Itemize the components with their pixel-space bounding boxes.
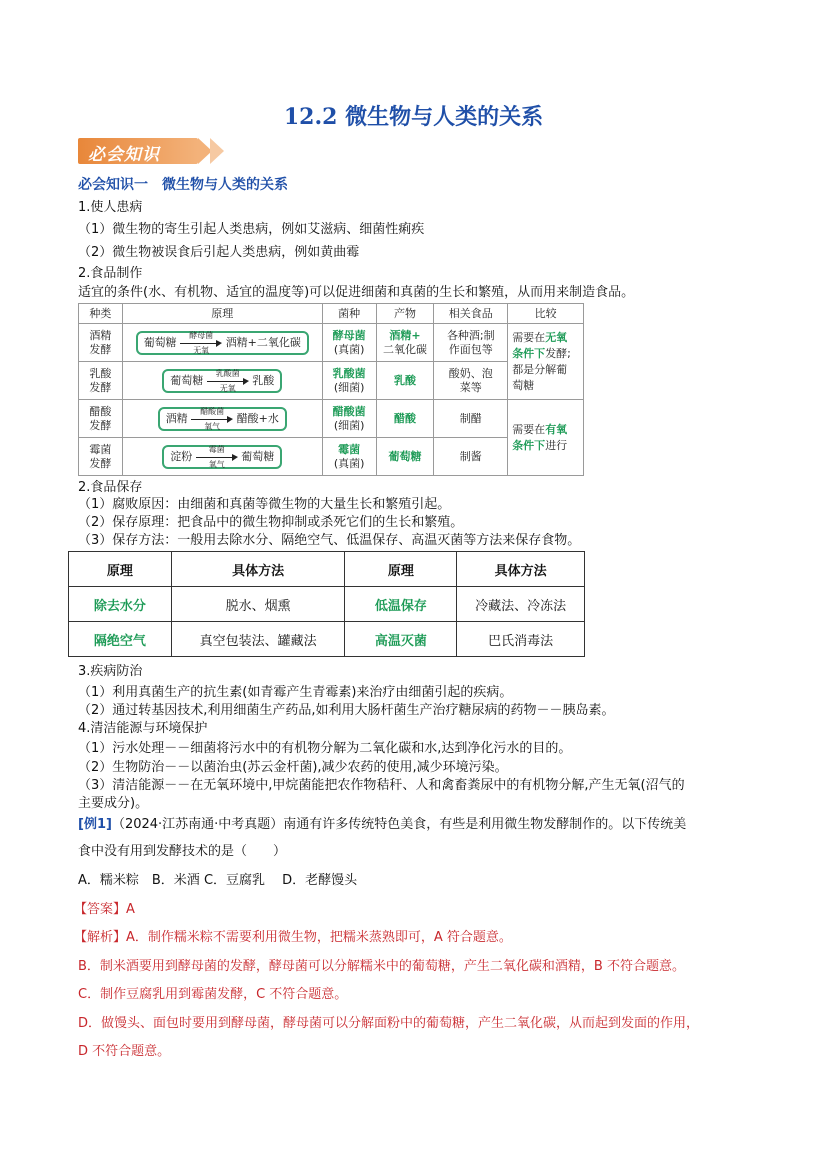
text-line: （3）清洁能源－－在无氧环境中,甲烷菌能把农作物秸秆、人和禽畜粪尿中的有机物分解,产生无氧(沼气的 — [78, 778, 685, 793]
principle-cell: 高温灭菌 — [345, 622, 457, 657]
question-text: 食中没有用到发酵技术的是（ ） — [78, 844, 287, 859]
fermentation-table — [78, 303, 584, 476]
heading-food-preservation: 2.食品保存 — [78, 480, 143, 495]
text-line: （1）微生物的寄生引起人类患病，例如艾滋病、细菌性痢疾 — [78, 222, 425, 237]
principle-cell: 隔绝空气 — [69, 622, 172, 657]
condition-bottom: 无氧 — [193, 345, 210, 355]
analysis-text: B．制米酒要用到酵母菌的发酵，酵母菌可以分解糯米中的葡萄糖，产生二氧化碳和酒精，B 不符合题意。 — [78, 959, 685, 974]
product: 酒精+二氧化碳 — [225, 335, 301, 349]
table-row: 醋酸 发酵 酒精 醋酸菌 氧气 醋酸+水 醋酸菌 (细菌) 醋酸 制醋 需要在有氧 条件下进行 — [79, 400, 584, 438]
header-cell: 菌种 — [322, 304, 376, 324]
reaction-arrow: 乳酸菌 无氧 — [207, 374, 249, 388]
header-cell: 原理 — [122, 304, 322, 324]
cell-text: 酒精 — [89, 328, 112, 342]
example-question — [78, 811, 686, 839]
text-line: （1）利用真菌生产的抗生素(如青霉产生青霉素)来治疗由细菌引起的疾病。 — [78, 685, 513, 700]
analysis-text: C．制作豆腐乳用到霉菌发酵，C 不符合题意。 — [78, 987, 348, 1002]
strain-type: (真菌) — [333, 342, 365, 356]
text-line: （2）保存原理：把食品中的微生物抑制或杀死它们的生长和繁殖。 — [78, 515, 464, 530]
reaction-box: 淀粉 霉菌 氧气 葡萄糖 — [162, 445, 282, 469]
analysis-text: D．做馒头、面包时要用到酵母菌，酵母菌可以分解面粉中的葡萄糖，产生二氧化碳，从而起到发面的作用， — [78, 1016, 700, 1031]
header-cell: 具体方法 — [457, 552, 585, 587]
section-badge — [78, 138, 228, 164]
text-line: （3）保存方法：一般用去除水分、隔绝空气、低温保存、高温灭菌等方法来保存食物。 — [78, 533, 581, 548]
example-tag: [例1] — [78, 817, 112, 832]
preservation-table — [68, 551, 585, 657]
text-line: （2）通过转基因技术,利用细菌生产药品,如利用大肠杆菌生产治疗糖尿病的药物－－胰岛素。 — [78, 703, 615, 718]
question-options: A．糯米粽 B．米酒 C．豆腐乳 D．老酵馒头 — [78, 873, 358, 888]
table-row: 霉菌 发酵 淀粉 霉菌 氧气 葡萄糖 霉菌 (真菌) 葡萄糖 制酱 — [79, 438, 584, 476]
reaction-box — [136, 331, 309, 355]
method-cell: 冷藏法、冷冻法 — [457, 587, 585, 622]
principle-cell: 低温保存 — [345, 587, 457, 622]
reaction-box: 酒精 醋酸菌 氧气 醋酸+水 — [158, 407, 287, 431]
table-row — [79, 324, 584, 362]
method-cell: 脱水、烟熏 — [171, 587, 345, 622]
header-cell: 原理 — [345, 552, 457, 587]
analysis-text: D 不符合题意。 — [78, 1044, 171, 1059]
cell-text: 发酵 — [89, 342, 112, 356]
heading-clean-energy: 4.清洁能源与环境保护 — [78, 721, 208, 736]
heading-food-making: 2.食品制作 — [78, 266, 143, 281]
table-header-row — [79, 304, 584, 324]
header-cell: 比较 — [508, 304, 584, 324]
reaction-arrow — [180, 330, 222, 355]
food-text: 作面包等 — [448, 342, 493, 356]
text-line: （1）腐败原因：由细菌和真菌等微生物的大量生长和繁殖引起。 — [78, 497, 451, 512]
header-cell: 产物 — [376, 304, 434, 324]
text-line: 适宜的条件(水、有机物、适宜的温度等)可以促进细菌和真菌的生长和繁殖，从而用来制造食品。 — [78, 285, 635, 300]
table-row — [69, 622, 585, 657]
header-cell: 相关食品 — [434, 304, 508, 324]
method-cell: 真空包装法、罐藏法 — [171, 622, 345, 657]
badge-label: 必会知识 — [88, 145, 160, 165]
heading-disease: 1.使人患病 — [78, 200, 143, 215]
method-cell: 巴氏消毒法 — [457, 622, 585, 657]
page-title: 12.2 微生物与人类的关系 — [283, 104, 544, 130]
table-row: 乳酸 发酵 葡萄糖 乳酸菌 无氧 乳酸 乳酸菌 (细菌) 乳酸 酸奶、泡 菜等 — [79, 362, 584, 400]
principle-cell: 除去水分 — [69, 587, 172, 622]
food-text: 各种酒;制 — [446, 328, 495, 342]
table-row — [69, 587, 585, 622]
reaction-box: 葡萄糖 乳酸菌 无氧 乳酸 — [162, 369, 282, 393]
compare-cell: 需要在无氧 条件下发酵; 都是分解葡 萄糖 — [508, 324, 584, 400]
text-line: （1）污水处理－－细菌将污水中的有机物分解为二氧化碳和水,达到净化污水的目的。 — [78, 741, 572, 756]
header-cell: 种类 — [79, 304, 123, 324]
table-header-row — [69, 552, 585, 587]
condition-top: 酵母菌 — [189, 330, 214, 340]
text-line: （2）微生物被误食后引起人类患病，例如黄曲霉 — [78, 245, 360, 260]
chevron-right-icon — [210, 138, 224, 164]
strain-name: 酵母菌 — [332, 328, 366, 342]
text-line: 主要成分)。 — [78, 796, 149, 811]
product-name: 酒精+ — [389, 328, 421, 342]
question-text: （2024·江苏南通·中考真题）南通有许多传统特色美食，有些是利用微生物发酵制作的。以下传统美 — [111, 817, 687, 832]
answer-text: 【答案】A — [74, 902, 135, 917]
compare-cell: 需要在有氧 条件下进行 — [508, 400, 584, 476]
product-name: 二氧化碳 — [383, 342, 427, 356]
reactant: 葡萄糖 — [143, 335, 177, 349]
analysis-text: 【解析】A．制作糯米粽不需要利用微生物，把糯米蒸熟即可，A 符合题意。 — [74, 930, 512, 945]
section-heading: 必会知识一 微生物与人类的关系 — [78, 177, 288, 193]
reaction-arrow: 霉菌 氧气 — [196, 450, 238, 464]
text-line: （2）生物防治－－以菌治虫(苏云金杆菌),减少农药的使用,减少环境污染。 — [78, 760, 508, 775]
reaction-arrow: 醋酸菌 氧气 — [191, 412, 233, 426]
heading-disease-prevention: 3.疾病防治 — [78, 664, 143, 679]
header-cell: 具体方法 — [171, 552, 345, 587]
header-cell: 原理 — [69, 552, 172, 587]
